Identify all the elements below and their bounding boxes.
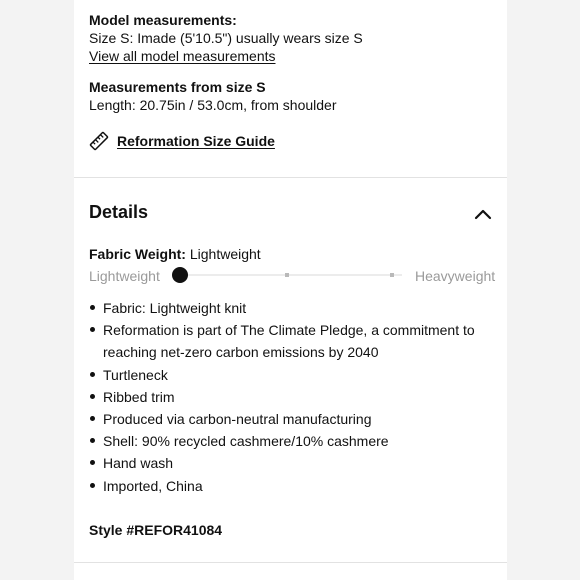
fabric-weight-scale [180,274,402,276]
list-item: Turtleneck [89,364,489,386]
scale-tick [285,273,289,277]
model-measurements-text: Size S: Imade (5'10.5") usually wears size S [89,30,363,46]
scale-min-label: Lightweight [89,268,160,284]
view-all-model-measurements-link[interactable]: View all model measurements [89,48,276,64]
list-item: Hand wash [89,452,489,474]
divider [74,562,507,563]
list-item: Reformation is part of The Climate Pledge, a commitment to reaching net-zero carbon emissions by 2040 [89,319,489,363]
details-list [89,297,489,497]
style-number: Style #REFOR41084 [89,522,223,538]
list-item: Imported, China [89,475,489,497]
fabric-weight-row [89,245,261,263]
scale-tick [390,273,394,277]
fabric-weight-label: Fabric Weight: [89,246,186,262]
details-collapse-button[interactable] [472,204,494,224]
product-info-panel [74,0,507,580]
size-length-text: Length: 20.75in / 53.0cm, from shoulder [89,97,337,113]
size-guide-label: Reformation Size Guide [117,133,275,149]
list-item: Fabric: Lightweight knit [89,297,489,319]
size-measurements-heading: Measurements from size S [89,79,266,95]
chevron-up-icon [472,204,494,224]
list-item: Produced via carbon-neutral manufacturing [89,408,489,430]
list-item: Ribbed trim [89,386,489,408]
model-measurements-heading: Model measurements: [89,12,237,28]
measurements-section [74,0,507,178]
ruler-icon [89,131,109,151]
size-guide-link[interactable] [89,130,275,152]
fabric-weight-value: Lightweight [189,246,261,262]
details-heading: Details [89,202,149,222]
list-item: Shell: 90% recycled cashmere/10% cashmere [89,430,489,452]
fabric-weight-indicator [172,267,188,283]
scale-max-label: Heavyweight [415,268,496,284]
